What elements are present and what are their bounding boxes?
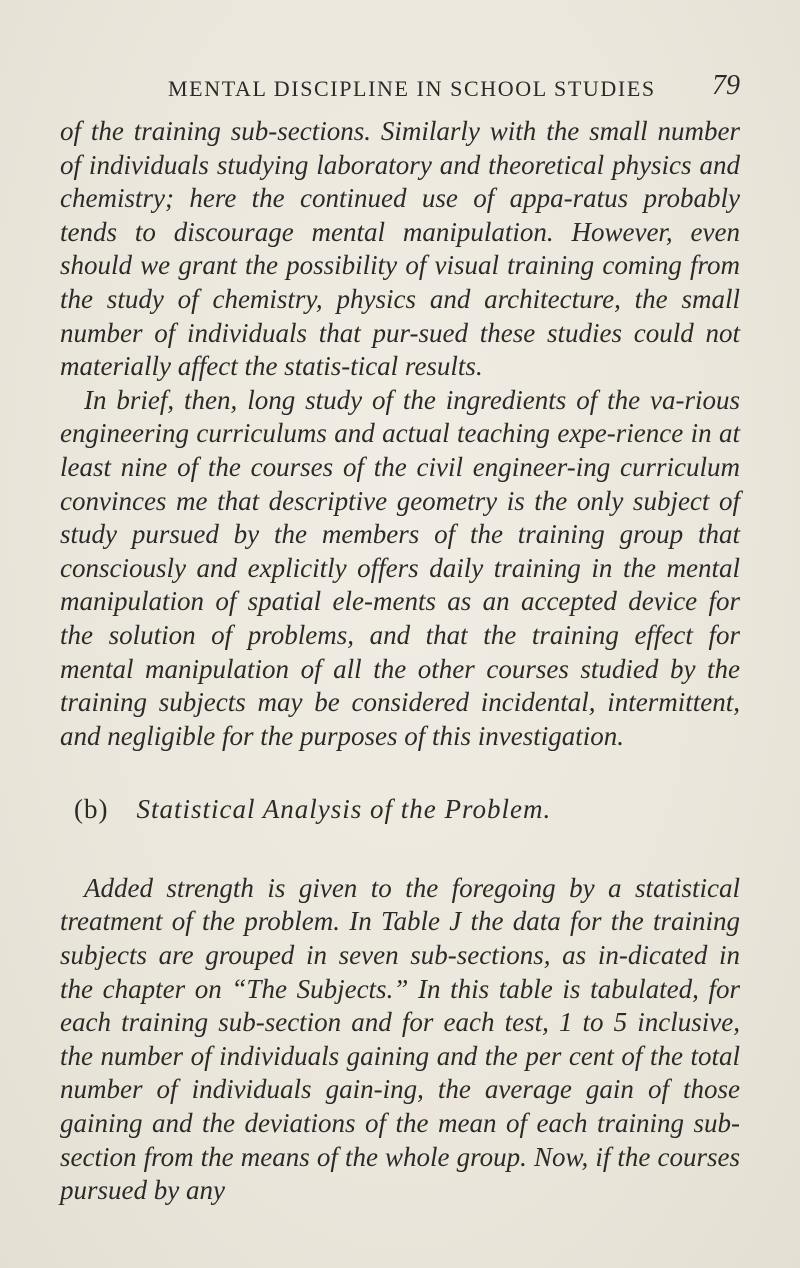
page-number: 79: [712, 70, 740, 101]
body-text: [60, 115, 740, 1208]
paragraph-continuation: of the training sub-sections. Similarly with the small number of individuals studying laboratory and theoretical physics and chemistry; here the continued use of appa-ratus probably tends to discourage mental manipulation. However, even should we grant the possibility of visual training coming from the study of chemistry, physics and architecture, the small number of individuals that pur-sued these studies could not materially affect the statis-tical results.: [60, 116, 740, 382]
section-title: Statistical Analysis of the Problem.: [136, 794, 552, 825]
section-heading: [60, 793, 740, 827]
section-label: (b): [74, 794, 109, 825]
running-title: MENTAL DISCIPLINE IN SCHOOL STUDIES: [168, 76, 656, 101]
paragraph-added-strength: Added strength is given to the foregoing by a statistical treatment of the problem. In Table J the data for the training subjects are grouped in seven sub-sections, as in-dicated in the chapter on “The Subjects.” In this table is tabulated, for each training sub-section and for each test, 1 to 5 inclusive, the number of individuals gaining and the per cent of the total number of individuals gain-ing, the average gain of those gaining and the deviations of the mean of each training sub-section from the means of the whole group. Now, if the courses pursued by any: [60, 872, 740, 1206]
paragraph-in-brief: In brief, then, long study of the ingredients of the va-rious engineering curriculums and actual teaching expe-rience in at least nine of the courses of the civil engineer-ing curriculum convinces me that descriptive geometry is the only subject of study pursued by the members of the training group that consciously and explicitly offers daily training in the mental manipulation of spatial ele-ments as an accepted device for the solution of problems, and that the training effect for mental manipulation of all the other courses studied by the training subjects may be considered incidental, intermittent, and negligible for the purposes of this investigation.: [60, 384, 740, 751]
running-head: [60, 70, 740, 110]
